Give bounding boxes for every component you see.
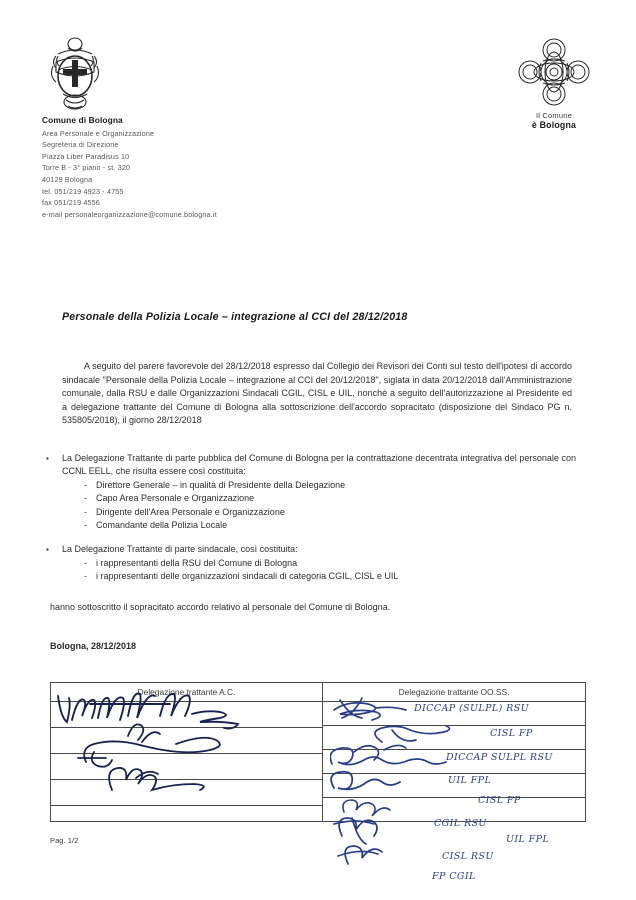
- letterhead-address: [42, 115, 217, 220]
- closing-sentence: hanno sottoscritto il sopracitato accordo relativo al personale del Comune di Bologna.: [50, 602, 391, 612]
- bologna-flower-logo-icon: [516, 36, 592, 108]
- bologna-coat-of-arms-icon: [44, 36, 106, 112]
- signature-annotation: CGIL RSU: [434, 818, 487, 829]
- dash-icon: -: [84, 520, 87, 531]
- signature-row: [51, 780, 322, 806]
- signature-annotation: UIL FPL: [448, 775, 492, 786]
- signature-column-ac: [51, 683, 323, 821]
- dash-icon: -: [84, 493, 87, 504]
- list-item-label: La Delegazione Trattante di parte sindacale, così costituita:: [62, 544, 298, 555]
- dash-icon: -: [84, 571, 87, 582]
- bullet-icon: ▪: [46, 545, 49, 555]
- address-line: Torre B - 3° piano - st. 320: [42, 163, 131, 173]
- signature-row: [323, 750, 585, 774]
- sub-list-item-label: i rappresentanti della RSU del Comune di Bologna: [96, 557, 298, 568]
- bullet-icon: ▪: [46, 454, 49, 463]
- signature-annotation: CISL RSU: [442, 851, 494, 862]
- sub-list-item-label: Capo Area Personale e Organizzazione: [96, 493, 255, 504]
- letterhead: [0, 0, 636, 235]
- signature-row: [323, 702, 585, 726]
- column-header: Delegazione trattante A.C.: [51, 683, 322, 702]
- sub-list-item-label: Comandante della Polizia Locale: [96, 520, 228, 531]
- sub-list-item: [84, 506, 576, 519]
- signature-annotation: FP CGIL: [432, 871, 476, 882]
- list-item: [46, 543, 576, 583]
- brand-line-2: è Bologna: [531, 120, 577, 130]
- organization-name: Comune di Bologna: [42, 115, 123, 125]
- sub-list: [46, 479, 576, 533]
- dash-icon: -: [84, 479, 87, 490]
- list-item-label: La Delegazione Trattante di parte pubblica del Comune di Bologna per la contrattazione decentrata integrativa del personale con CCNL EELL, che risulta essere così costituita:: [62, 453, 576, 477]
- brand-logo: [506, 36, 602, 130]
- address-line: Segreteria di Direzione: [42, 140, 119, 150]
- sub-list-item: [84, 570, 576, 583]
- sub-list: [46, 557, 576, 584]
- signature-row: [51, 728, 322, 754]
- dash-icon: -: [84, 506, 87, 517]
- signature-annotation: CISL FP: [478, 795, 521, 806]
- signature-annotation: CISL FP: [490, 728, 533, 739]
- signature-row: [323, 726, 585, 750]
- email-line: e-mail personaleorganizzazione@comune.bologna.it: [42, 209, 217, 219]
- signature-table: [50, 682, 586, 822]
- sub-list-item: [84, 492, 576, 505]
- page-footer: Pag. 1/2: [50, 836, 79, 845]
- dash-icon: -: [84, 557, 87, 568]
- column-header: Delegazione trattante OO.SS.: [323, 683, 585, 702]
- signature-annotation: UIL FPL: [506, 834, 550, 845]
- sub-list-item: [84, 519, 576, 532]
- intro-paragraph-text: A seguito del parere favorevole del 28/12/2018 espresso dal Collegio dei Revisori dei Conti sul testo dell'ipotesi di accordo sindacale "Personale della Polizia Locale – integrazione al CCI del 20/12/2018", siglata in data 20/12/2018 dall'Amministrazione comunale, dalla RSU e dalle Organizzazioni Sindacali CGIL, CISL e UIL, nonché a seguito dell'autorizzazione al Presidente ed a delegazione trattante del Comune di Bologna alla sottoscrizione dell'accordo sopracitato (disposizione del Sindaco PG n. 535805/2018), il giorno 28/12/2018: [62, 361, 572, 426]
- signature-row: [51, 702, 322, 728]
- list-item: [46, 452, 576, 532]
- address-line: Area Personale e Organizzazione: [42, 128, 155, 138]
- sub-list-item: [84, 557, 576, 570]
- sub-list-item: [84, 479, 576, 492]
- signature-annotation: DICCAP (SULPL) RSU: [414, 703, 530, 714]
- address-line: 40129 Bologna: [42, 174, 93, 184]
- signature-row: [51, 754, 322, 780]
- signature-annotation: DICCAP SULPL RSU: [446, 752, 553, 763]
- brand-line-1: Il Comune: [536, 111, 572, 120]
- address-line: Piazza Liber Paradisus 10: [42, 151, 130, 161]
- signature-column-oosd: [323, 683, 585, 821]
- fax-line: fax 051/219 4556: [42, 198, 100, 208]
- sub-list-item-label: Direttore Generale – in qualità di Presidente della Delegazione: [96, 479, 346, 490]
- signature-row: [323, 774, 585, 798]
- date-line: Bologna, 28/12/2018: [50, 641, 137, 651]
- delegation-list: [46, 452, 576, 595]
- sub-list-item-label: i rappresentanti delle organizzazioni sindacali di categoria CGIL, CISL e UIL: [96, 571, 399, 582]
- sub-list-item-label: Dirigente dell'Area Personale e Organizzazione: [96, 506, 285, 517]
- intro-paragraph: [62, 360, 572, 428]
- page-title: Personale della Polizia Locale – integrazione al CCI del 28/12/2018: [62, 311, 408, 323]
- phone-line: tel. 051/219 4923 - 4755: [42, 186, 124, 196]
